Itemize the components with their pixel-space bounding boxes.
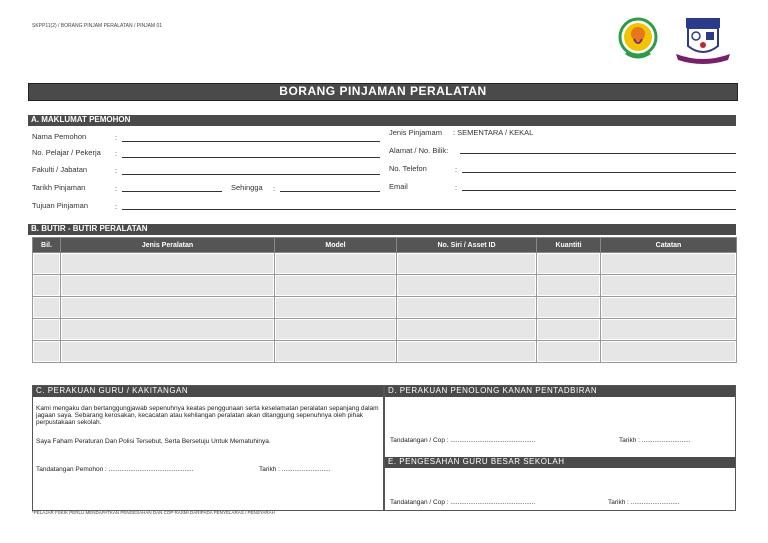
table-cell[interactable] bbox=[537, 341, 601, 363]
section-c-heading: C. PERAKUAN GURU / KAKITANGAN bbox=[33, 386, 383, 397]
section-b-heading: B. BUTIR - BUTIR PERALATAN bbox=[28, 224, 736, 235]
gb-signature[interactable]: Tandatangan / Cop : ............................................... bbox=[390, 499, 536, 506]
school-logo bbox=[618, 17, 658, 59]
declaration-text: Kami mengaku dan bertanggungjawab sepenuhnya keatas penggunaan serta keselamatan peralatan sepanjang dalam jagaan saya. Sebarang kerosakan, kecacatan atau kehilangan peralatan akan ditanggung sepenuhnya oleh pihak perpustakaan sekolah. bbox=[36, 405, 379, 426]
table-cell[interactable] bbox=[537, 253, 601, 275]
table-cell[interactable] bbox=[275, 275, 397, 297]
alamat-field[interactable] bbox=[460, 153, 736, 154]
table-cell[interactable] bbox=[601, 275, 737, 297]
no-pelajar-label: No. Pelajar / Pekerja bbox=[32, 148, 101, 157]
tarikh-field[interactable] bbox=[122, 191, 222, 192]
table-cell[interactable] bbox=[601, 253, 737, 275]
tujuan-label: Tujuan Pinjaman bbox=[32, 201, 89, 210]
nama-label: Nama Pemohon bbox=[32, 132, 87, 141]
table-cell[interactable] bbox=[61, 319, 275, 341]
table-row bbox=[33, 253, 737, 275]
applicant-signature[interactable]: Tandatangan Pemohon : ............................................... bbox=[36, 466, 194, 473]
sehingga-field[interactable] bbox=[280, 191, 380, 192]
colon: : bbox=[115, 133, 118, 142]
col-model: Model bbox=[275, 238, 397, 253]
table-cell[interactable] bbox=[537, 275, 601, 297]
table-cell[interactable] bbox=[33, 275, 61, 297]
table-row bbox=[33, 341, 737, 363]
tujuan-field[interactable] bbox=[122, 209, 736, 210]
alamat-label: Alamat / No. Bilik: bbox=[389, 146, 449, 155]
table-row bbox=[33, 275, 737, 297]
equipment-table bbox=[32, 237, 737, 363]
table-cell[interactable] bbox=[275, 253, 397, 275]
jenis-label: Jenis Pinjamam bbox=[389, 128, 442, 137]
section-c-box bbox=[32, 385, 384, 511]
form-code: SKPP11(2) / BORANG PINJAM PERALATAN / PINJAM 01 bbox=[32, 23, 163, 29]
telefon-label: No. Telefon bbox=[389, 164, 427, 173]
university-crest bbox=[672, 16, 734, 64]
colon: : bbox=[115, 149, 118, 158]
email-field[interactable] bbox=[462, 190, 736, 191]
tarikh-label: Tarikh Pinjaman bbox=[32, 183, 86, 192]
col-jenis-peralatan: Jenis Peralatan bbox=[61, 238, 275, 253]
table-cell[interactable] bbox=[397, 297, 537, 319]
table-cell[interactable] bbox=[61, 253, 275, 275]
table-cell[interactable] bbox=[537, 297, 601, 319]
table-cell[interactable] bbox=[537, 319, 601, 341]
form-title: BORANG PINJAMAN PERALATAN bbox=[28, 83, 738, 101]
table-row bbox=[33, 297, 737, 319]
table-cell[interactable] bbox=[33, 319, 61, 341]
table-row bbox=[33, 319, 737, 341]
table-cell[interactable] bbox=[397, 275, 537, 297]
section-d-heading: D. PERAKUAN PENOLONG KANAN PENTADBIRAN bbox=[385, 386, 735, 397]
table-cell[interactable] bbox=[601, 319, 737, 341]
colon: : bbox=[273, 184, 276, 193]
table-cell[interactable] bbox=[397, 319, 537, 341]
table-cell[interactable] bbox=[33, 341, 61, 363]
col-no-siri: No. Siri / Asset ID bbox=[397, 238, 537, 253]
table-cell[interactable] bbox=[397, 341, 537, 363]
sehingga-label: Sehingga bbox=[231, 183, 263, 192]
col-catatan: Catatan bbox=[601, 238, 737, 253]
applicant-date[interactable]: Tarikh : ........................... bbox=[259, 466, 331, 473]
table-cell[interactable] bbox=[601, 297, 737, 319]
section-e-heading: E. PENGESAHAN GURU BESAR SEKOLAH bbox=[385, 457, 735, 468]
fakulti-field[interactable] bbox=[122, 174, 380, 175]
table-cell[interactable] bbox=[61, 275, 275, 297]
footnote: *PELAJAR FSKIK PERLU MENDAPATKAN PENGESAHAN DAN COP RASMI DARIPADA PENYELARAS / PENSYARAH bbox=[32, 510, 275, 515]
colon: : bbox=[455, 183, 458, 192]
table-cell[interactable] bbox=[397, 253, 537, 275]
colon: : bbox=[115, 202, 118, 211]
telefon-field[interactable] bbox=[462, 172, 736, 173]
agreement-text: Saya Faham Peraturan Dan Polisi Tersebut, Serta Bersetuju Untuk Mematuhinya. bbox=[36, 438, 271, 445]
nama-field[interactable] bbox=[122, 141, 380, 142]
pkp-date[interactable]: Tarikh : ........................... bbox=[619, 437, 691, 444]
col-kuantiti: Kuantiti bbox=[537, 238, 601, 253]
no-pelajar-field[interactable] bbox=[122, 157, 380, 158]
section-d-e-box bbox=[384, 385, 736, 511]
table-cell[interactable] bbox=[275, 297, 397, 319]
table-cell[interactable] bbox=[275, 341, 397, 363]
table-cell[interactable] bbox=[33, 253, 61, 275]
table-cell[interactable] bbox=[61, 341, 275, 363]
fakulti-label: Fakulti / Jabatan bbox=[32, 165, 88, 174]
colon: : bbox=[455, 165, 458, 174]
email-label: Email bbox=[389, 182, 408, 191]
col-bil: Bil. bbox=[33, 238, 61, 253]
gb-date[interactable]: Tarikh : ........................... bbox=[608, 499, 680, 506]
jenis-value: : SEMENTARA / KEKAL bbox=[453, 128, 534, 137]
colon: : bbox=[115, 166, 118, 175]
table-cell[interactable] bbox=[33, 297, 61, 319]
section-a-heading: A. MAKLUMAT PEMOHON bbox=[28, 115, 736, 126]
table-cell[interactable] bbox=[601, 341, 737, 363]
table-header-row bbox=[33, 238, 737, 253]
pkp-signature[interactable]: Tandatangan / Cop : ............................................... bbox=[390, 437, 536, 444]
colon: : bbox=[115, 184, 118, 193]
table-cell[interactable] bbox=[275, 319, 397, 341]
table-cell[interactable] bbox=[61, 297, 275, 319]
